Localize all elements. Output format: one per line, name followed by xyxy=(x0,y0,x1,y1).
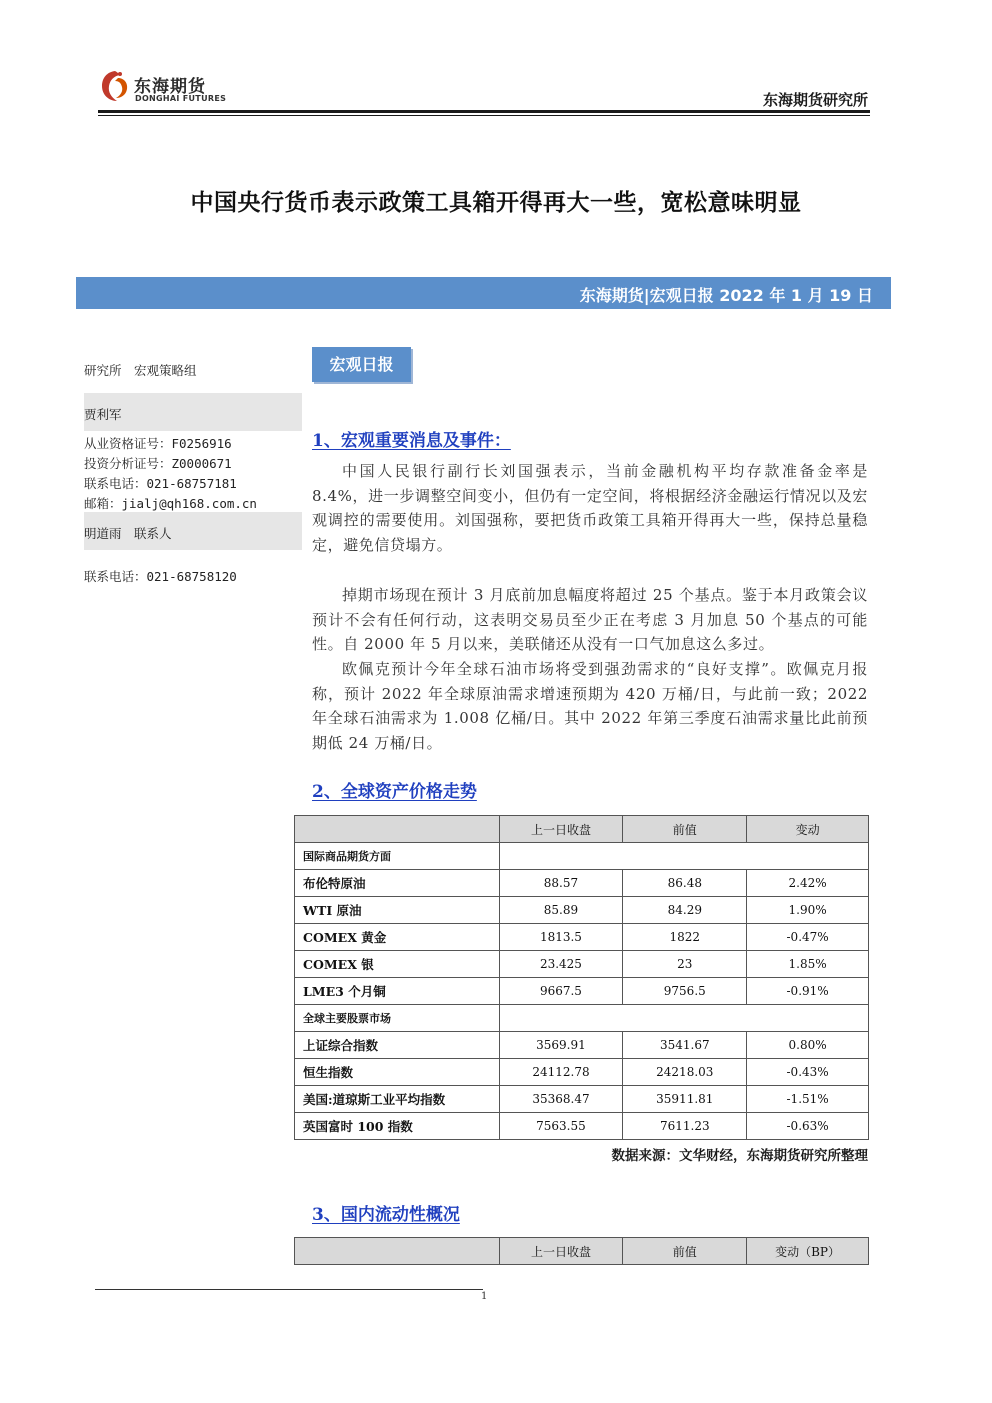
header-cell-change-bp: 变动（BP） xyxy=(747,1238,869,1265)
cell-prior: 35911.81 xyxy=(623,1086,747,1113)
analyst-qualification: 从业资格证号：F0256916 xyxy=(84,436,232,451)
row-label: COMEX 银 xyxy=(295,951,500,978)
row-label: LME3 个月铜 xyxy=(295,978,500,1005)
table-category-row xyxy=(295,1005,869,1032)
table-header-row xyxy=(295,1238,869,1265)
header-rule-thick xyxy=(98,110,870,113)
cell-prior: 1822 xyxy=(623,924,747,951)
table-row xyxy=(295,924,869,951)
header-cell-prior: 前值 xyxy=(623,1238,747,1265)
cell-change: 0.80% xyxy=(747,1032,869,1059)
sidebar-department: 研究所 宏观策略组 xyxy=(84,363,197,378)
banner-text: 东海期货|宏观日报 2022 年 1 月 19 日 xyxy=(579,286,873,305)
row-label: COMEX 黄金 xyxy=(295,924,500,951)
section-3-heading: 3、国内流动性概况 xyxy=(312,1205,460,1225)
header-cell-change: 变动 xyxy=(747,816,869,843)
header-cell-blank xyxy=(295,1238,500,1265)
cell-prev-close: 88.57 xyxy=(499,870,623,897)
daily-report-tag: 宏观日报 xyxy=(312,347,411,382)
table-row xyxy=(295,1113,869,1140)
analyst-phone: 联系电话：021-68757181 xyxy=(84,476,237,491)
table-row xyxy=(295,1086,869,1113)
paragraph-3: 欧佩克预计今年全球石油市场将受到强劲需求的“良好支撑”。欧佩克月报称，预计 2022 年全球原油需求增速预期为 420 万桶/日，与此前一致；2022 年全球石油需求为 1.008 亿桶/日。其中 2022 年第三季度石油需求量比此前预期低 24 万桶/日。 xyxy=(312,660,868,752)
row-label: WTI 原油 xyxy=(295,897,500,924)
cell-prior: 84.29 xyxy=(623,897,747,924)
report-title: 中国央行货币表示政策工具箱开得再大一些，宽松意味明显 xyxy=(190,189,802,216)
cell-change: -1.51% xyxy=(747,1086,869,1113)
contact-name: 明道雨 联系人 xyxy=(84,526,172,541)
category-blank xyxy=(499,843,868,870)
row-label: 英国富时 100 指数 xyxy=(295,1113,500,1140)
row-label: 布伦特原油 xyxy=(295,870,500,897)
cell-change: 2.42% xyxy=(747,870,869,897)
table-header-row xyxy=(295,816,869,843)
report-banner xyxy=(76,277,891,309)
category-commodities: 国际商品期货方面 xyxy=(295,843,500,870)
section-2-heading: 2、全球资产价格走势 xyxy=(312,782,477,802)
company-logo xyxy=(98,68,238,108)
header-institute-name: 东海期货研究所 xyxy=(762,91,868,109)
table-row xyxy=(295,897,869,924)
row-label: 上证综合指数 xyxy=(295,1032,500,1059)
category-blank xyxy=(499,1005,868,1032)
row-label: 美国:道琼斯工业平均指数 xyxy=(295,1086,500,1113)
header-cell-blank xyxy=(295,816,500,843)
cell-change: 1.85% xyxy=(747,951,869,978)
paragraph-1: 中国人民银行副行长刘国强表示，当前金融机构平均存款准备金率是 8.4%，进一步调整空间变小，但仍有一定空间，将根据经济金融运行情况以及宏观调控的需要使用。刘国强称，要把货币政策工具箱开得再大一些，保持总量稳定，避免信贷塌方。 xyxy=(312,462,868,554)
table-row xyxy=(295,978,869,1005)
header-rule-thin xyxy=(98,115,870,116)
analyst-email: 邮箱：jialj@qh168.com.cn xyxy=(84,496,257,511)
cell-change: -0.43% xyxy=(747,1059,869,1086)
cell-prev-close: 85.89 xyxy=(499,897,623,924)
cell-prev-close: 35368.47 xyxy=(499,1086,623,1113)
cell-prior: 23 xyxy=(623,951,747,978)
cell-prior: 9756.5 xyxy=(623,978,747,1005)
cell-prev-close: 1813.5 xyxy=(499,924,623,951)
cell-prev-close: 3569.91 xyxy=(499,1032,623,1059)
donghai-logo-icon xyxy=(98,68,132,104)
category-stock-markets: 全球主要股票市场 xyxy=(295,1005,500,1032)
cell-prev-close: 7563.55 xyxy=(499,1113,623,1140)
asset-price-table xyxy=(294,815,869,1140)
header-cell-prev-close: 上一日收盘 xyxy=(499,816,623,843)
cell-prev-close: 9667.5 xyxy=(499,978,623,1005)
header-cell-prev-close: 上一日收盘 xyxy=(499,1238,623,1265)
cell-change: 1.90% xyxy=(747,897,869,924)
cell-change: -0.63% xyxy=(747,1113,869,1140)
footer-rule xyxy=(95,1289,483,1290)
cell-change: -0.91% xyxy=(747,978,869,1005)
page-number: 1 xyxy=(481,1291,488,1302)
section-1-heading: 1、宏观重要消息及事件： xyxy=(312,431,511,451)
paragraph-2: 掉期市场现在预计 3 月底前加息幅度将超过 25 个基点。鉴于本月政策会议预计不会有任何行动，这表明交易员至少正在考虑 3 月加息 50 个基点的可能性。自 2000 年 5 月以来，美联储还从没有一口气加息这么多过。 xyxy=(312,586,868,653)
cell-prior: 24218.03 xyxy=(623,1059,747,1086)
cell-prior: 3541.67 xyxy=(623,1032,747,1059)
contact-phone: 联系电话：021-68758120 xyxy=(84,569,237,584)
analyst-name: 贾利军 xyxy=(84,407,122,422)
logo-chinese-text: 东海期货 xyxy=(134,77,206,97)
table-row xyxy=(295,1032,869,1059)
cell-prev-close: 23.425 xyxy=(499,951,623,978)
logo-english-text: DONGHAI FUTURES xyxy=(135,94,227,103)
cell-prev-close: 24112.78 xyxy=(499,1059,623,1086)
analyst-invest-cert: 投资分析证号：Z0000671 xyxy=(84,456,232,471)
cell-prior: 86.48 xyxy=(623,870,747,897)
table-row xyxy=(295,870,869,897)
data-source-note: 数据来源：文华财经，东海期货研究所整理 xyxy=(611,1148,868,1164)
cell-change: -0.47% xyxy=(747,924,869,951)
header-cell-prior: 前值 xyxy=(623,816,747,843)
table-row xyxy=(295,1059,869,1086)
row-label: 恒生指数 xyxy=(295,1059,500,1086)
table-category-row xyxy=(295,843,869,870)
cell-prior: 7611.23 xyxy=(623,1113,747,1140)
table-row xyxy=(295,951,869,978)
liquidity-table xyxy=(294,1237,869,1265)
